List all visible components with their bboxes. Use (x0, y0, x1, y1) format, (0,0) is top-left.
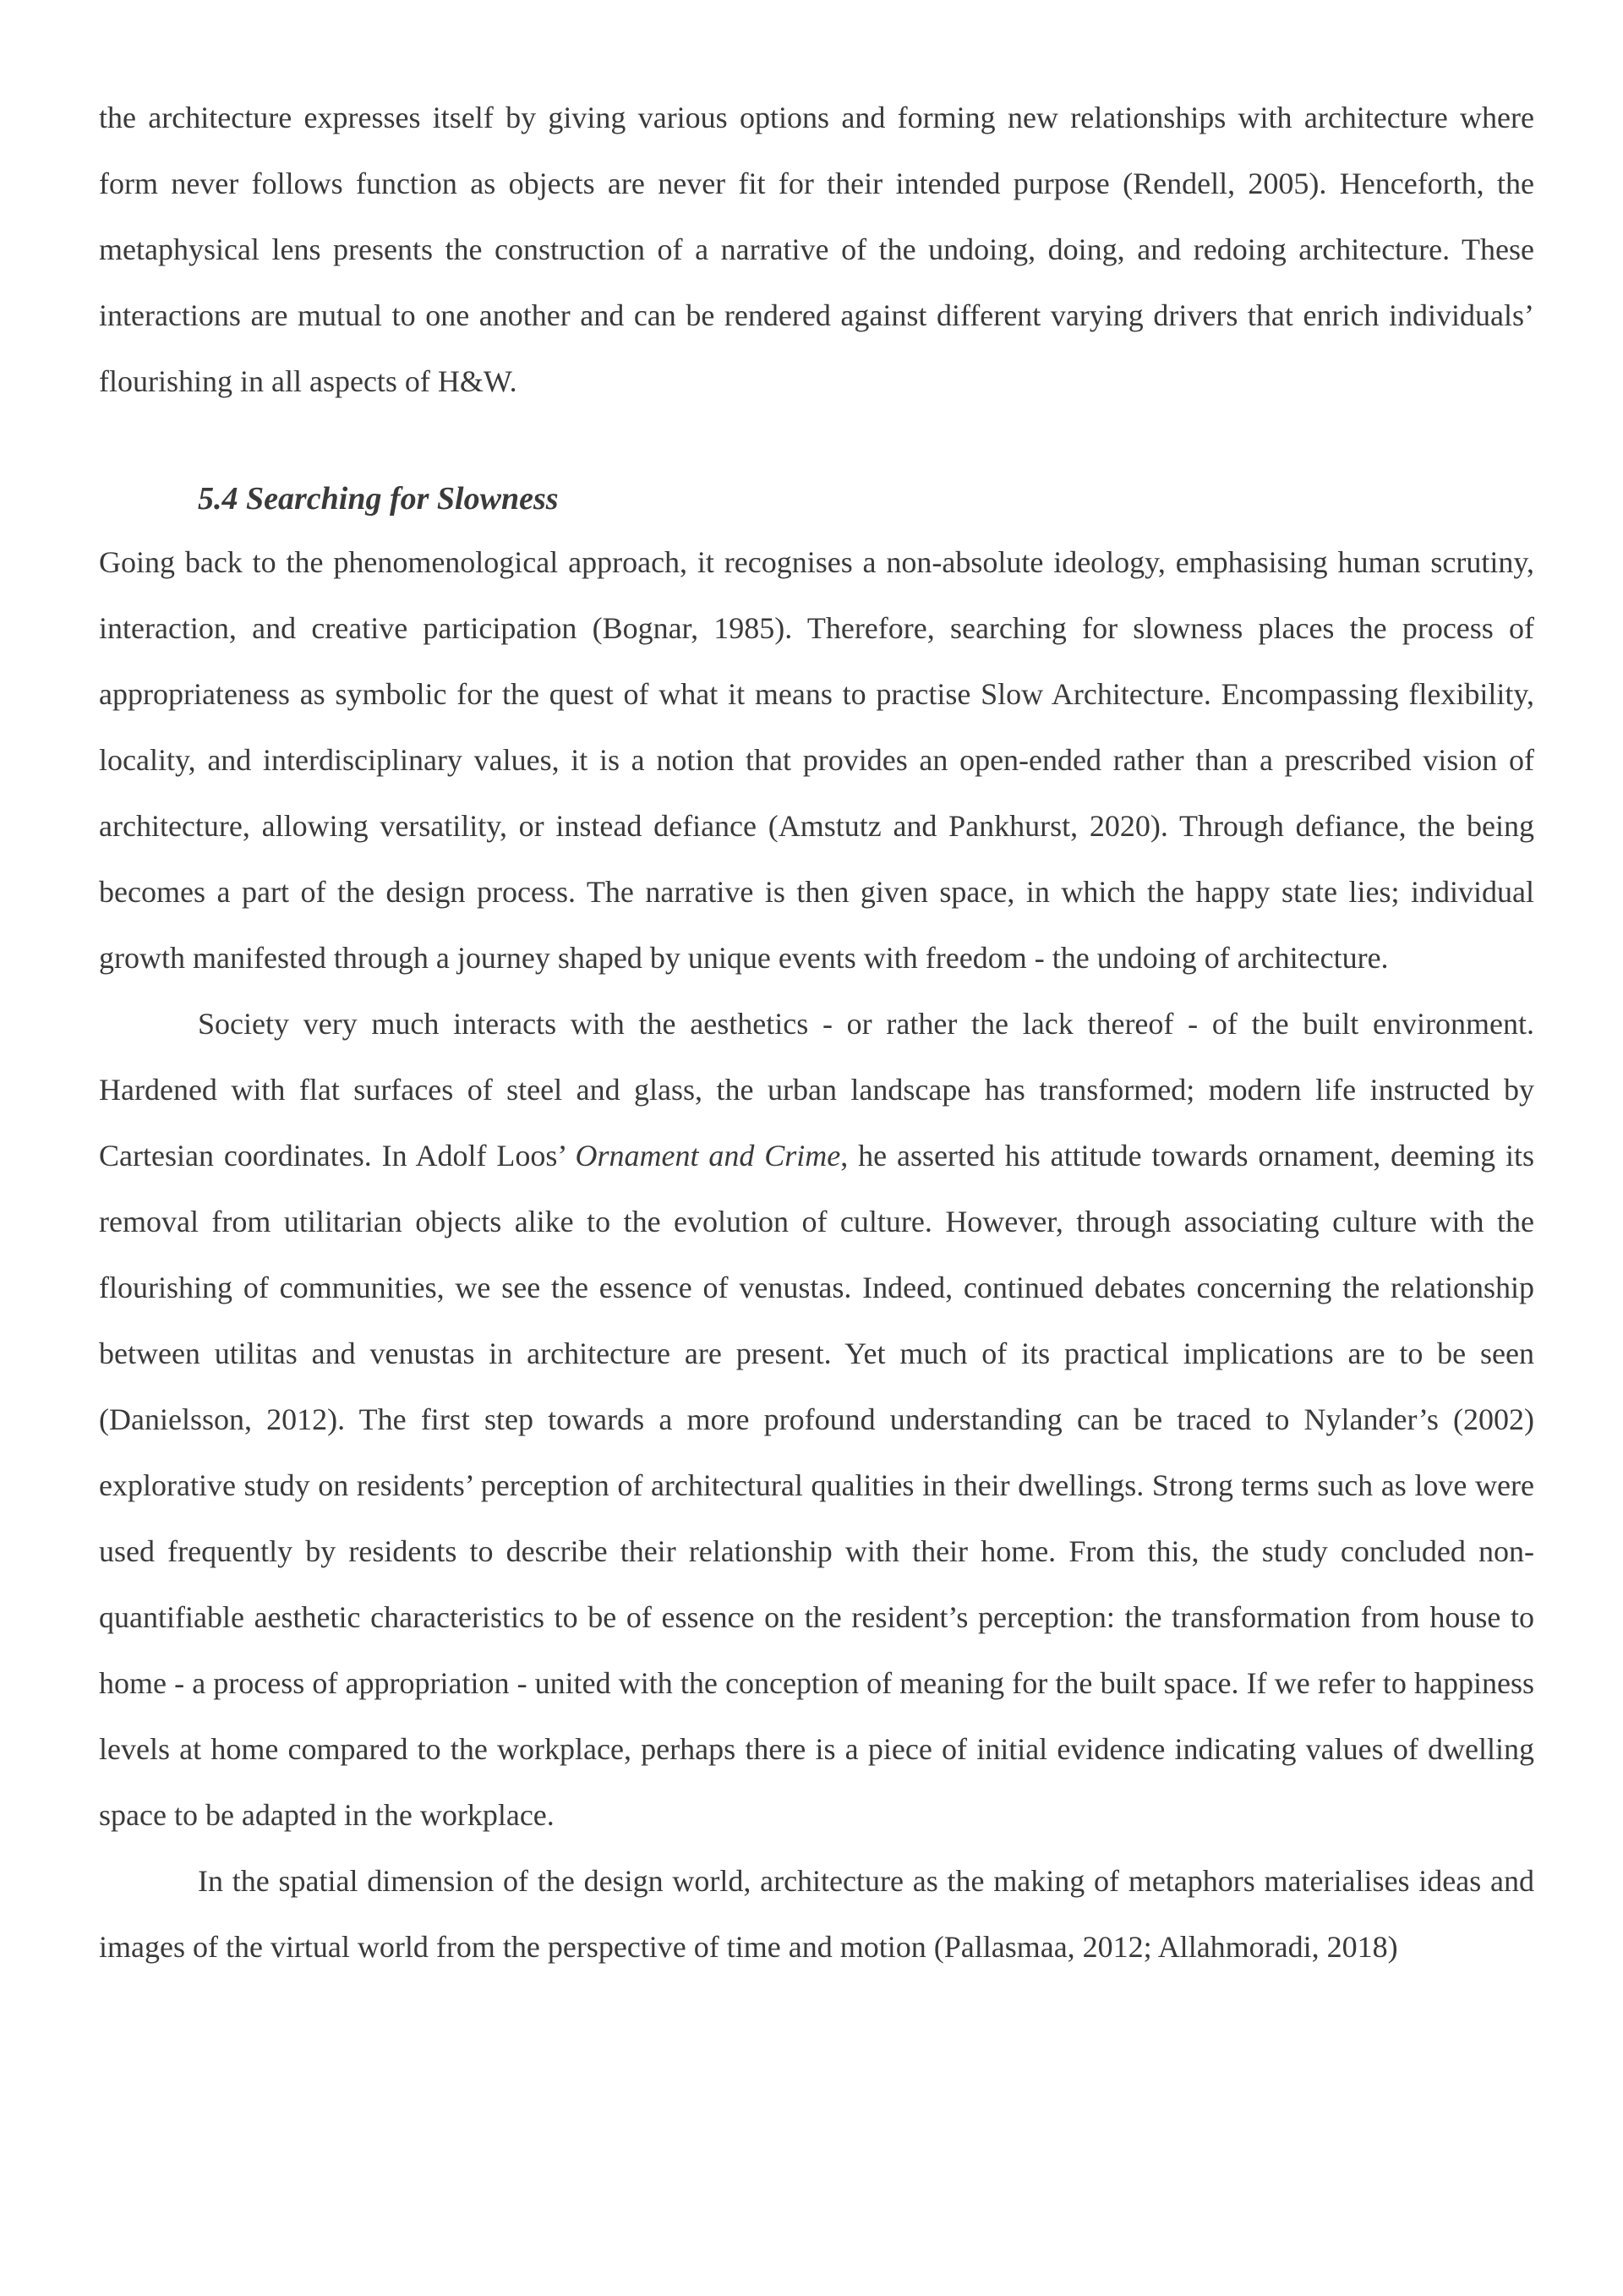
paragraph-aesthetics-text-end: , he asserted his attitude towards ornament, deeming its removal from utilitarian objects alike to the evolution of culture. However, through associating culture with the flourishing of communities, we see the essence of venustas. Indeed, continued debates concerning the relationship between utilitas and venustas in architecture are present. Yet much of its practical implications are to be seen (Danielsson, 2012). The first step towards a more profound understanding can be traced to Nylander’s (2002) explorative study on residents’ perception of architectural qualities in their dwellings. Strong terms such as love were used frequently by residents to describe their relationship with their home. From this, the study concluded non-quantifiable aesthetic characteristics to be of essence on the resident’s perception: the transformation from house to home - a process of appropriation - united with the conception of meaning for the built space. If we refer to happiness levels at home compared to the workplace, perhaps there is a piece of initial evidence indicating values of dwelling space to be adapted in the workplace. (99, 1139, 1534, 1832)
book-title-ornament-and-crime: Ornament and Crime (575, 1139, 841, 1173)
paragraph-aesthetics-text-start: Society very much interacts with the aesthetics - or rather the lack thereof - of the built environment. Hardened with flat surfaces of steel and glass, the urban landscape has transformed; modern life instructed by Cartesian coordinates. In Adolf Loos’ (99, 1007, 1534, 1173)
paragraph-phenomenological: Going back to the phenomenological approach, it recognises a non-absolute ideology, emphasising human scrutiny, interaction, and creative participation (Bognar, 1985). Therefore, searching for slowness places the process of appropriateness as symbolic for the quest of what it means to practise Slow Architecture. Encompassing flexibility, locality, and interdisciplinary values, it is a notion that provides an open-ended rather than a prescribed vision of architecture, allowing versatility, or instead defiance (Amstutz and Pankhurst, 2020). Through defiance, the being becomes a part of the design process. The narrative is then given space, in which the happy state lies; individual growth manifested through a journey shaped by unique events with freedom - the undoing of architecture. (99, 545, 1534, 975)
section-heading: 5.4 Searching for Slowness (198, 481, 559, 517)
paragraph-aesthetics (99, 991, 1534, 1848)
document-page (99, 85, 1534, 1980)
paragraph-intro-continuation: the architecture expresses itself by giving various options and forming new relationships with architecture where form never follows function as objects are never fit for their intended purpose (Rendell, 2005). Henceforth, the metaphysical lens presents the construction of a narrative of the undoing, doing, and redoing architecture. These interactions are mutual to one another and can be rendered against different varying drivers that enrich individuals’ flourishing in all aspects of H&W. (99, 101, 1534, 398)
paragraph-spatial-dimension: In the spatial dimension of the design world, architecture as the making of metaphors materialises ideas and images of the virtual world from the perspective of time and motion (Pallasmaa, 2012; Allahmoradi, 2018) (99, 1864, 1534, 1964)
